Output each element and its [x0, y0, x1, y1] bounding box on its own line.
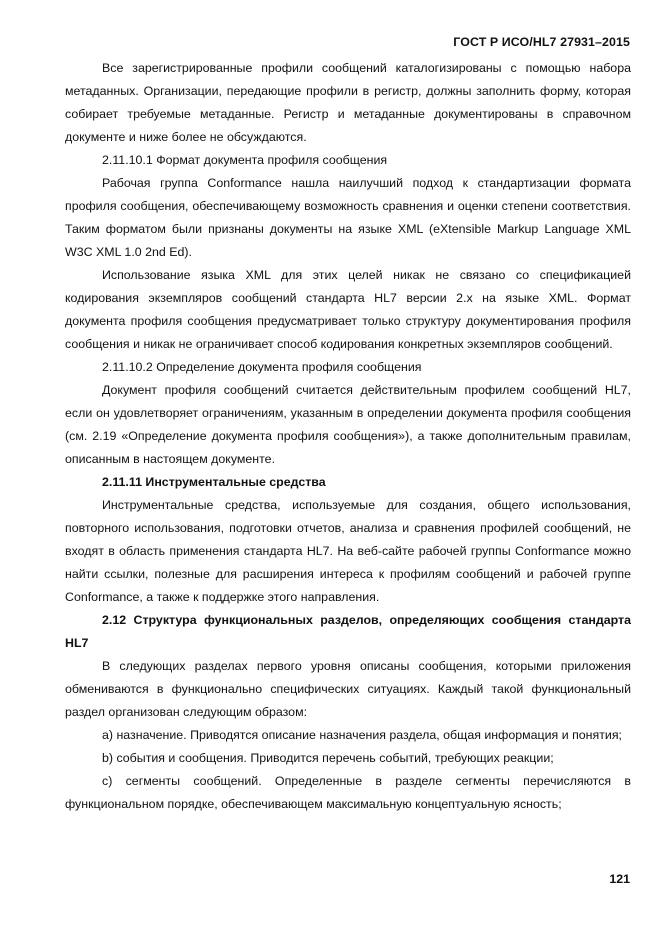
document-body	[65, 57, 631, 816]
paragraph-tools: Инструментальные средства, используемые для создания, общего использования, повторного использования, подготовки отчетов, анализа и сравнения профилей сообщений, не входят в область применения стандарта HL7. На веб-сайте рабочей группы Conformance можно найти ссылки, полезные для расширения интереса к профилям сообщений и рабочей группе Conformance, а также к поддержке этого направления.	[65, 498, 631, 604]
list-item-a: а) назначение. Приводятся описание назначения раздела, общая информация и понятия;	[102, 728, 622, 742]
subsection-heading-2-11-10-2: 2.11.10.2 Определение документа профиля сообщения	[102, 360, 422, 374]
paragraph-profile-definition: Документ профиля сообщений считается действительным профилем сообщений HL7, если он удовлетворяет ограничениям, указанным в определении документа профиля сообщения (см. 2.19 «Определение документа профиля сообщения»), а также дополнительным правилам, описанным в настоящем документе.	[65, 383, 631, 466]
section-heading-2-11-11: 2.11.11 Инструментальные средства	[102, 475, 326, 489]
paragraph-xml-usage: Использование языка XML для этих целей никак не связано со спецификацией кодирования экземпляров сообщений стандарта HL7 версии 2.x на языке XML. Формат документа профиля сообщения предусматривает только структуру документирования профиля сообщения и никак не ограничивает способ кодирования конкретных экземпляров сообщений.	[65, 268, 631, 351]
page-number: 121	[609, 872, 630, 886]
page-header-standard: ГОСТ Р ИСО/HL7 27931–2015	[453, 35, 630, 49]
section-heading-2-12: 2.12 Структура функциональных разделов, определяющих сообщения стандарта HL7	[65, 613, 631, 650]
list-item-b: b) события и сообщения. Приводится перечень событий, требующих реакции;	[102, 751, 554, 765]
paragraph-xml-format: Рабочая группа Conformance нашла наилучший подход к стандартизации формата профиля сообщения, обеспечивающему возможность сравнения и оценки степени соответствия. Таким форматом были признаны документы на языке XML (eXtensible Markup Language XML W3C XML 1.0 2nd Ed).	[65, 176, 631, 259]
subsection-heading-2-11-10-1: 2.11.10.1 Формат документа профиля сообщения	[102, 153, 388, 167]
paragraph-functional-sections: В следующих разделах первого уровня описаны сообщения, которыми приложения обмениваются в функционально специфических ситуациях. Каждый такой функциональный раздел организован следующим образом:	[65, 659, 631, 719]
list-item-c: с) сегменты сообщений. Определенные в разделе сегменты перечисляются в функциональном порядке, обеспечивающем максимальную концептуальную ясность;	[65, 774, 631, 811]
paragraph-metadata: Все зарегистрированные профили сообщений каталогизированы с помощью набора метаданных. Организации, передающие профили в регистр, должны заполнить форму, которая собирает требуемые метаданные. Регистр и метаданные документированы в справочном документе и ниже более не обсуждаются.	[65, 61, 631, 144]
